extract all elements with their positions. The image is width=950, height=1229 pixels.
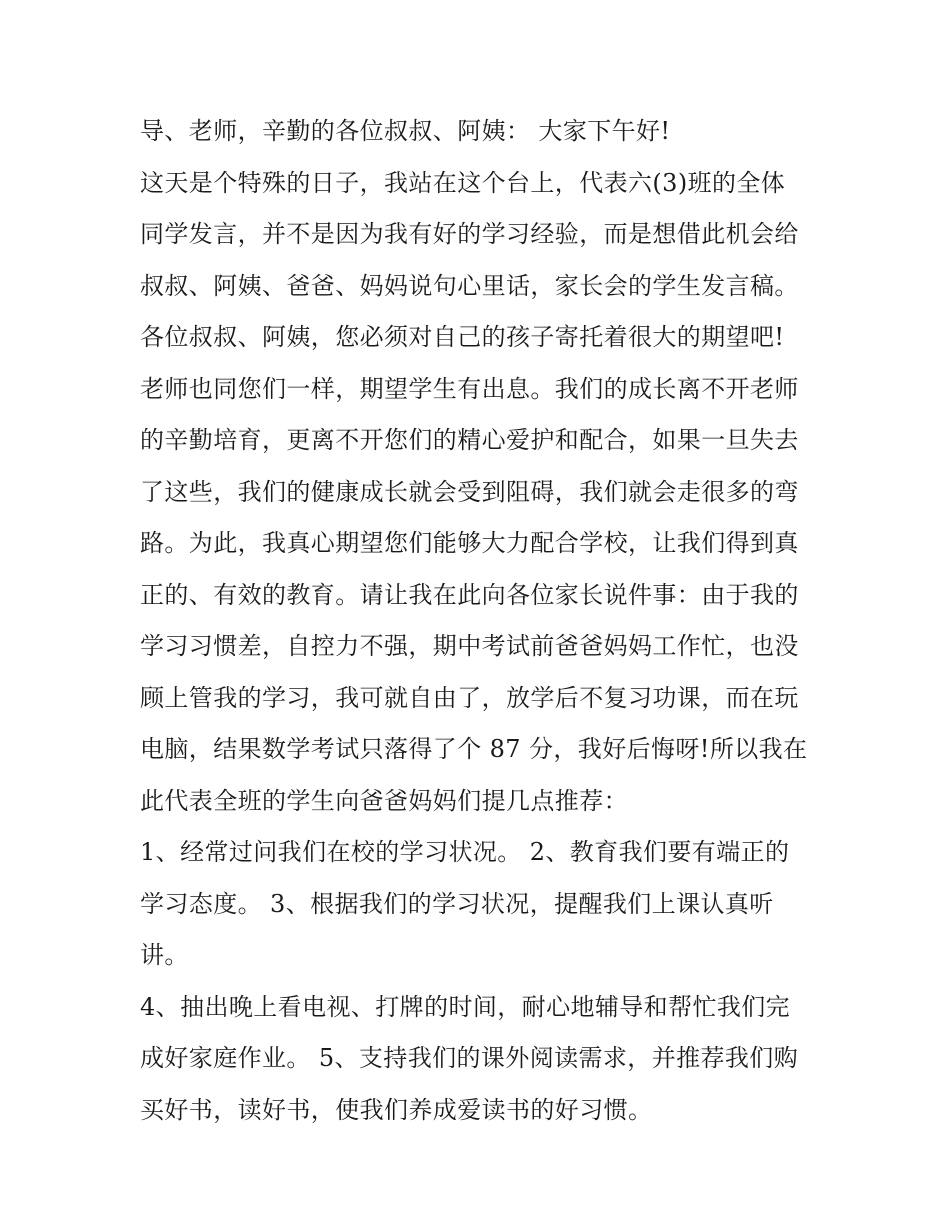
text-line: 此代表全班的学生向爸爸妈妈们提几点推荐：	[140, 786, 628, 815]
text-line: 正的、有效的教育。请让我在此向各位家长说件事：由于我的	[140, 580, 799, 609]
text-line: 老师也同您们一样，期望学生有出息。我们的成长离不开老师	[140, 374, 799, 403]
text-line: 的辛勤培育，更离不开您们的精心爱护和配合，如果一旦失去	[140, 426, 799, 454]
text-line: 同学发言，并不是因为我有好的学习经验，而是想借此机会给	[140, 220, 799, 248]
text-line: 顾上管我的学习，我可就自由了，放学后不复习功课，而在玩	[140, 683, 799, 712]
text-line: 电脑，结果数学考试只落得了个 87 分，我好后悔呀!所以我在	[140, 735, 808, 763]
text-line: 路。为此，我真心期望您们能够大力配合学校，让我们得到真	[140, 529, 799, 557]
text-line: 1、经常过问我们在校的学习状况。 2、教育我们要有端正的	[140, 838, 790, 866]
text-line: 学习态度。 3、根据我们的学习状况，提醒我们上课认真听	[140, 889, 774, 918]
text-line: 成好家庭作业。 5、支持我们的课外阅读需求，并推荐我们购	[140, 1044, 799, 1072]
text-line: 讲。	[140, 941, 189, 969]
text-line: 了这些，我们的健康成长就会受到阻碍，我们就会走很多的弯	[140, 477, 799, 506]
text-line: 4、抽出晚上看电视、打牌的时间，耐心地辅导和帮忙我们完	[140, 992, 791, 1021]
text-line: 各位叔叔、阿姨，您必须对自己的孩子寄托着很大的期望吧!	[140, 323, 785, 351]
text-line: 这天是个特殊的日子，我站在这个台上，代表六(3)班的全体	[140, 168, 786, 197]
document-body	[140, 106, 830, 1136]
text-line: 叔叔、阿姨、爸爸、妈妈说句心里话，家长会的学生发言稿。	[140, 271, 799, 300]
text-line: 学习习惯差，自控力不强，期中考试前爸爸妈妈工作忙，也没	[140, 632, 799, 660]
text-line: 导、老师，辛勤的各位叔叔、阿姨： 大家下午好!	[140, 117, 671, 145]
text-line: 买好书，读好书，使我们养成爱读书的好习惯。	[140, 1095, 653, 1124]
